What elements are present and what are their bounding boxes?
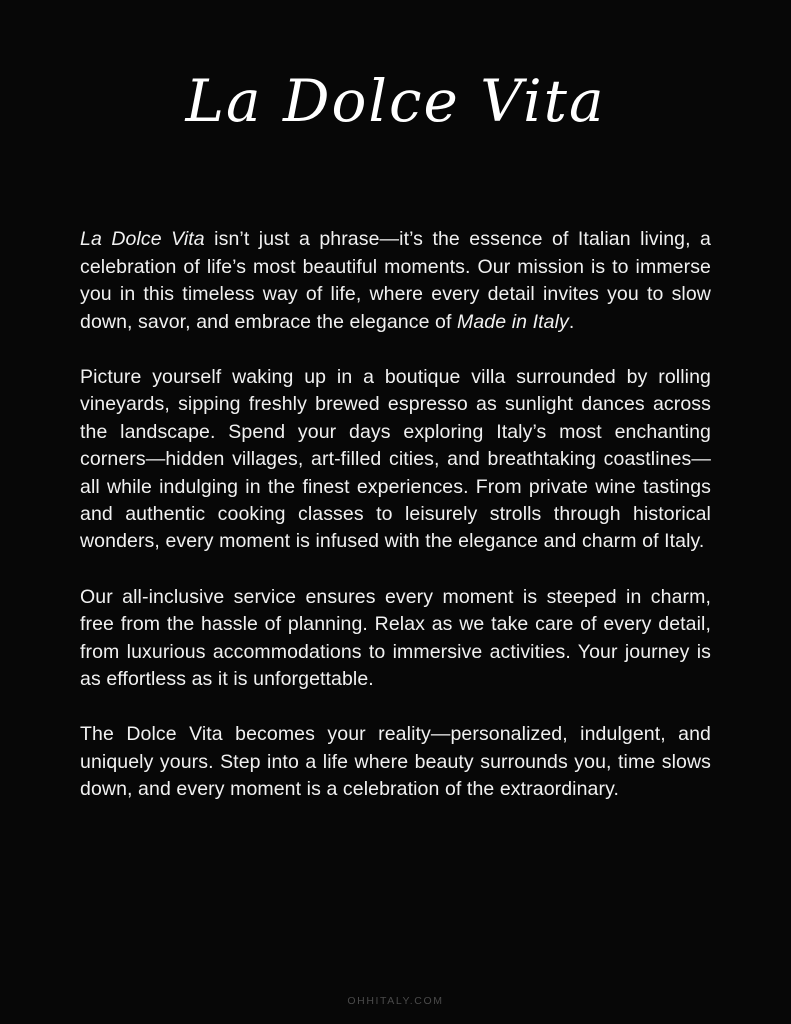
paragraph xyxy=(80,721,711,803)
page-title: La Dolce Vita xyxy=(185,67,606,135)
emphasized-text: Made in Italy xyxy=(457,310,569,333)
footer-url: OHHITALY.COM xyxy=(347,995,444,1007)
paragraph xyxy=(80,364,711,556)
text-segment: Picture yourself waking up in a boutique villa surrounded by rolling vineyards, sipping freshly brewed espresso as sunlight dances across the landscape. Spend your days exploring Italy’s most enchanting corners—hidden villages, art-filled cities, and breathtaking coastlines—all while indulging in the finest experiences. From private wine tastings and authentic cooking classes to leisurely strolls through historical wonders, every moment is infused with the elegance and charm of Italy. xyxy=(80,365,711,553)
text-segment: The Dolce Vita becomes your reality—personalized, indulgent, and uniquely yours. Step into a life where beauty surrounds you, time slows down, and every moment is a celebration of the extraordinary. xyxy=(80,723,711,801)
text-segment: isn’t just a phrase—it’s the essence of Italian living, a celebration of life’s most beautiful moments. Our mission is to immerse you in this timeless way of life, where every detail invites you to slow down, savor, and embrace the elegance of xyxy=(80,228,711,333)
emphasized-text: La Dolce Vita xyxy=(80,228,205,251)
paragraph xyxy=(80,226,711,336)
body-text xyxy=(80,226,711,803)
text-segment: Our all-inclusive service ensures every moment is steeped in charm, free from the hassle of planning. Relax as we take care of every detail, from luxurious accommodations to immersive activities. Your journey is as effortless as it is unforgettable. xyxy=(80,585,711,690)
paragraph xyxy=(80,584,711,694)
text-segment: . xyxy=(568,310,575,333)
